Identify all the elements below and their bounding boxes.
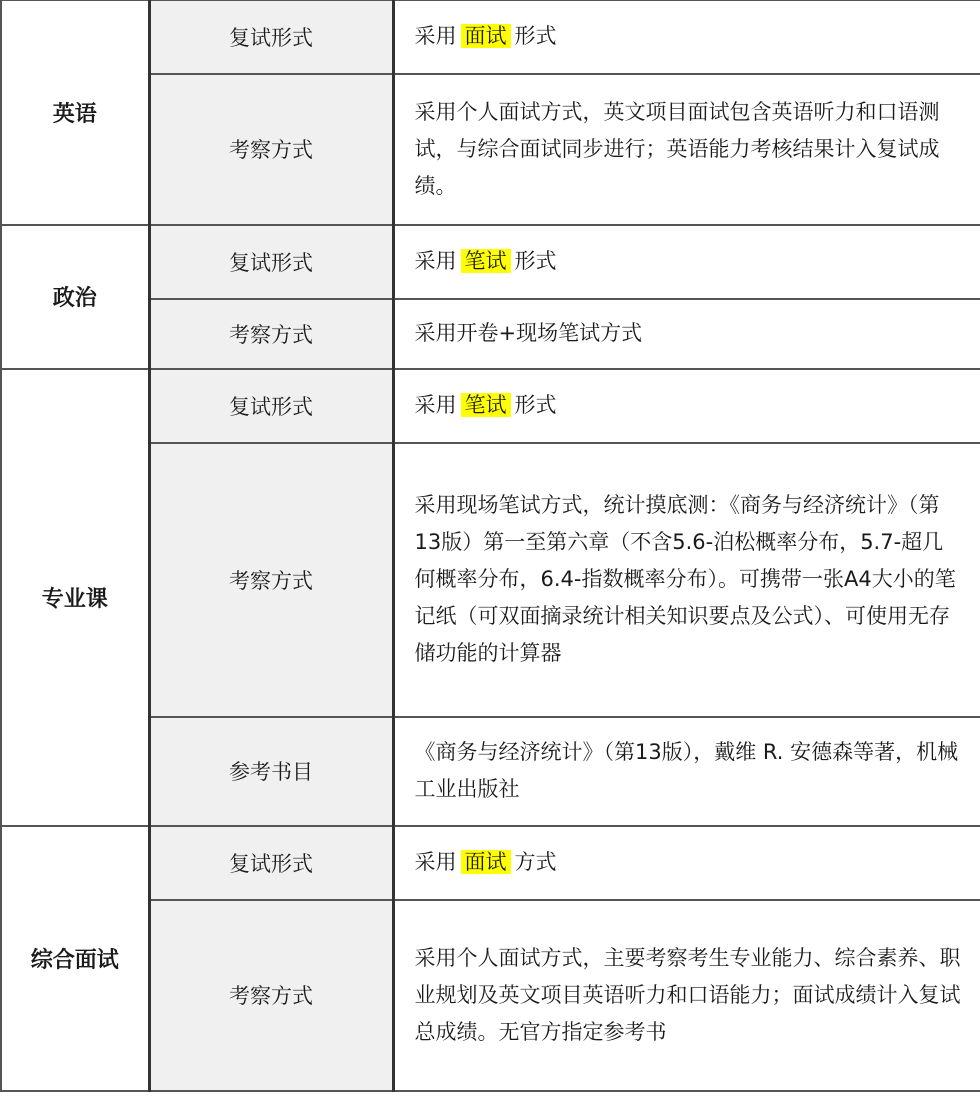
label-text: 考察方式 — [229, 138, 313, 162]
value-suffix: 形式 — [514, 24, 557, 49]
highlighted-text: 笔试 — [461, 249, 511, 273]
row-label — [149, 826, 393, 900]
row-label — [149, 225, 393, 299]
table-row — [1, 826, 980, 900]
label-text: 复试形式 — [229, 250, 313, 275]
row-label — [149, 717, 393, 826]
row-label — [149, 74, 393, 225]
value-prefix: 采用 — [414, 249, 457, 273]
section-politics — [1, 225, 149, 369]
section-title: 英语 — [52, 101, 97, 127]
section-title: 综合面试 — [30, 947, 119, 973]
table-row — [1, 1, 980, 74]
label-text: 考察方式 — [229, 568, 313, 593]
row-label — [149, 369, 393, 443]
label-text: 复试形式 — [229, 25, 313, 50]
label-text: 考察方式 — [229, 322, 313, 347]
row-label — [149, 900, 393, 1091]
value-suffix: 方式 — [514, 850, 557, 874]
row-value — [393, 1, 980, 74]
value-prefix: 采用 — [414, 850, 457, 874]
value-prefix: 采用 — [414, 393, 457, 417]
value-suffix: 形式 — [514, 393, 557, 417]
row-value: 采用开卷+现场笔试方式 — [393, 299, 980, 369]
label-text: 参考书目 — [229, 760, 313, 784]
row-value: 采用个人面试方式，主要考察考生专业能力、综合素养、职业规划及英文项目英语听力和口语能力；面试成绩计入复试总成绩。无官方指定参考书 — [393, 900, 980, 1091]
row-label — [149, 1, 393, 74]
highlighted-text: 面试 — [461, 24, 511, 48]
row-value — [393, 369, 980, 443]
row-value — [393, 826, 980, 900]
row-label — [149, 299, 393, 369]
section-title: 专业课 — [41, 586, 108, 612]
value-prefix: 采用 — [414, 24, 457, 49]
row-label — [149, 443, 393, 717]
section-english — [1, 1, 149, 225]
row-value: 采用个人面试方式，英文项目面试包含英语听力和口语测试，与综合面试同步进行；英语能力考核结果计入复试成绩。 — [393, 74, 980, 225]
section-major-course — [1, 369, 149, 826]
section-title: 政治 — [52, 286, 97, 311]
row-value: 《商务与经济统计》（第13版），戴维 R. 安德森等著，机械工业出版社 — [393, 717, 980, 826]
highlighted-text: 笔试 — [461, 393, 511, 417]
label-text: 复试形式 — [229, 394, 313, 419]
row-value: 采用现场笔试方式，统计摸底测：《商务与经济统计》（第13版）第一至第六章（不含5.6-泊松概率分布，5.7-超几何概率分布，6.4-指数概率分布）。可携带一张A4大小的笔记纸（可双面摘录统计相关知识要点及公式）、可使用无存储功能的计算器 — [393, 443, 980, 717]
highlighted-text: 面试 — [461, 850, 511, 874]
row-value — [393, 225, 980, 299]
value-suffix: 形式 — [514, 249, 557, 273]
label-text: 考察方式 — [229, 984, 313, 1008]
table-row — [1, 369, 980, 443]
table-row — [1, 225, 980, 299]
section-interview — [1, 826, 149, 1091]
label-text: 复试形式 — [229, 851, 313, 876]
